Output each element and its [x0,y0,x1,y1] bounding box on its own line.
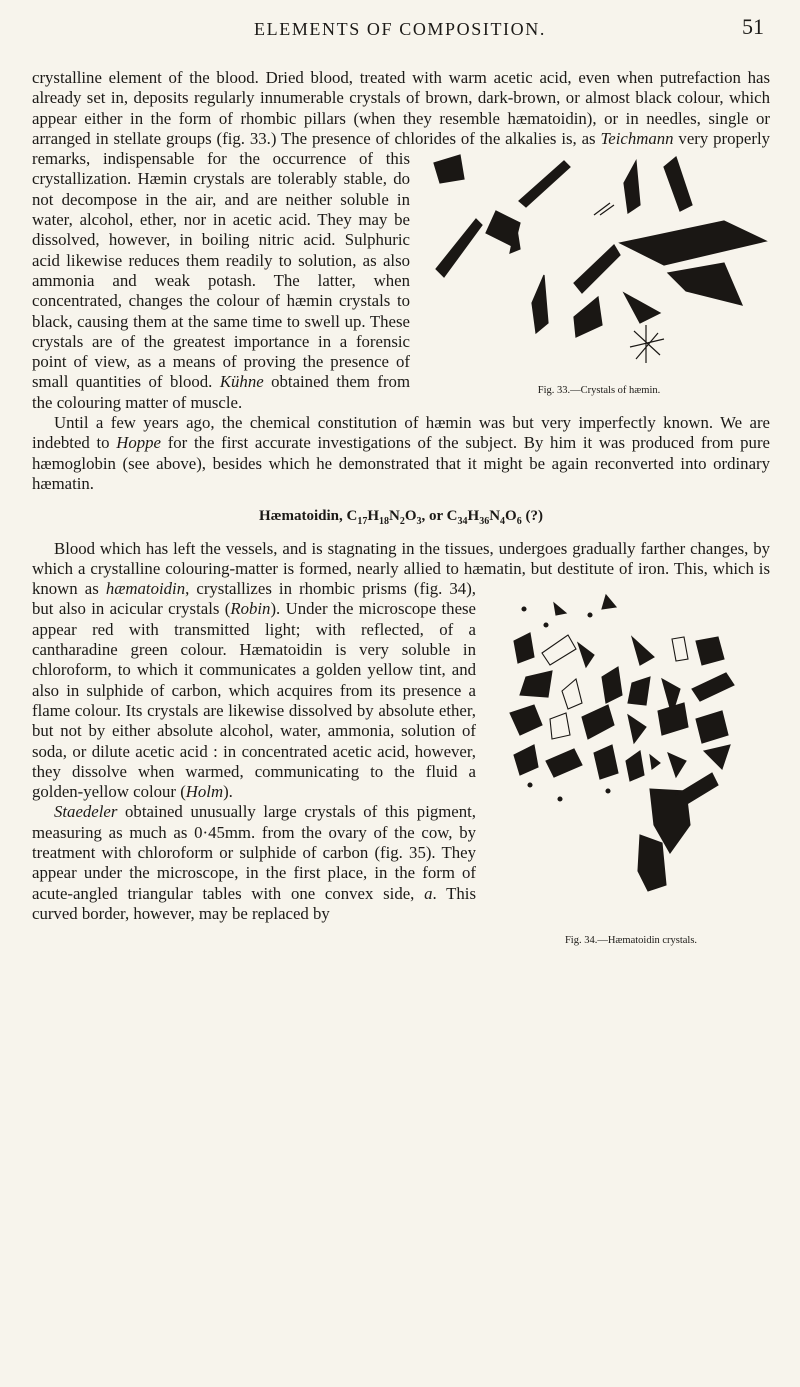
paragraph-haematoidin: Blood which has left the vessels, and is stagnating in the tissues, undergoes gradually farther changes, by which a crystalline colouring-matter is formed, nearly allied to hæmatin, but destitute of iron. This, which is known as Fig. 34.—Hæmatoidin crystals. hæmatoidin, crystallizes in rhombic prisms (fig. 34), but also in acicular crystals (Robin). Under the microscope these appear red with transmitted light; with reflected, of a cantharadine green colour. Hæmatoidin is very soluble in chloroform, to which it communicates a golden yellow tint, and also in sulphide of carbon, which acquires from its presence a flame colour. Its crystals are likewise dissolved by absolute ether, but not by either absolute alcohol, water, ammonia, solution of soda, or dilute acetic acid : in concentrated acetic acid, however, they dissolve when warmed, communicating to the fluid a golden-yellow colour (Holm). [32,539,770,803]
section-heading-haematoidin: Hæmatoidin, $C_{17}H_{18}N_2O_3$, or $C_{34}H_{36}N_4O_6$ (?) [259,508,543,528]
paragraph-haemin-constitution: Until a few years ago, the chemical constitution of hæmin was but very imperfectly known. We are indebted to Hoppe for the first accurate investigations of the subject. By him it was produced from pure hæmoglobin (see above), besides which he demonstrated that it might be again reconverted into ordinary hæmatin. [32,413,770,493]
haemin-crystals-illustration [424,153,774,385]
running-head: ELEMENTS OF COMPOSITION. [254,19,546,39]
figure-33 [424,153,774,401]
figure-34-caption: Fig. 34.—Hæmatoidin crystals. [564,935,698,947]
haematoidin-crystals-illustration [490,585,772,935]
page-body [32,68,770,953]
page-header [30,0,770,40]
figure-33-caption: Fig. 33.—Crystals of hæmin. [537,385,661,397]
page-number: 51 [742,14,764,39]
paragraph-staedeler: Staedeler obtained unusually large crystals of this pigment, measuring as much as 0·45mm. from the ovary of the cow, by treatment with chloroform or sulphide of carbon (fig. 35). They appear under the microscope, in the first place, in the form of acute-angled triangular tables with one convex side, a. This curved border, however, may be replaced by [32,802,476,923]
paragraph-haemin-crystals: crystalline element of the blood. Dried blood, treated with warm acetic acid, even when putrefaction has already set in, deposits regularly innumerable crystals of brown, dark-brown, or almost black colour, which appear either in the form of rhombic pillars (when they resemble hæmatoidin), or in needles, single or arranged in stellate groups (fig. 33.) The presence of chlorides of the alkalies is, as Fig. 33.—Crystals of hæmin. Teichmann very properly remarks, indispensable for the occurrence of this crystallization. Hæmin crystals are tolerably stable, do not decompose in the air, and are neither soluble in water, alcohol, ether, nor in acetic acid. They may be dissolved, however, in boiling nitric acid. Sulphuric acid likewise reduces them readily to solution, as also ammonia and weak potash. The latter, when concentrated, changes the colour of hæmin crystals to black, causing them at the same time to swell up. These crystals are of the greatest importance in a forensic point of view, as a means of proving the presence of small quantities of blood. Kühne obtained them from the colouring matter of muscle. [32,68,770,413]
figure-34 [490,585,772,951]
